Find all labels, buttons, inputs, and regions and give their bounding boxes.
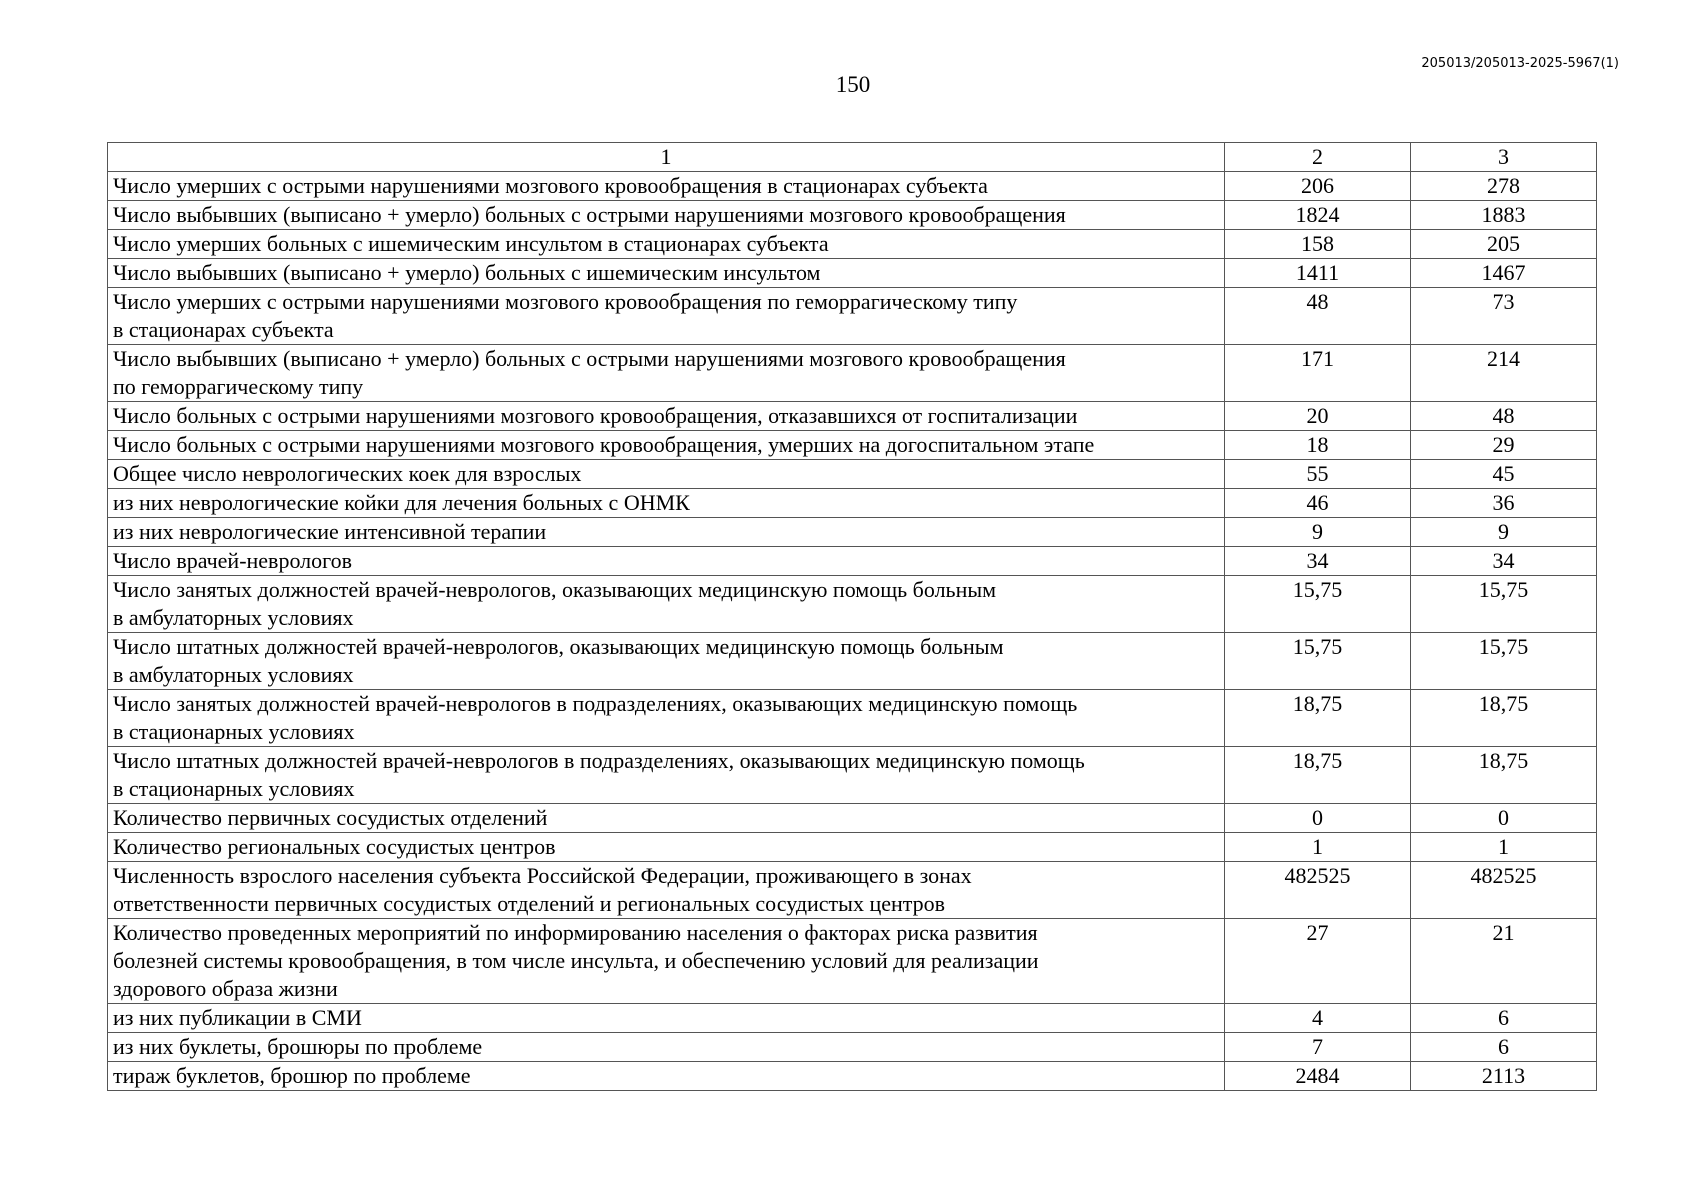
table-row [108,259,1597,288]
table-row [108,201,1597,230]
row-label: Число выбывших (выписано + умерло) больных с ишемическим инсультом [108,259,1225,288]
row-label: Число занятых должностей врачей-неврологов в подразделениях, оказывающих медицинскую помощь в стационарных условиях [108,690,1225,747]
row-value-col3: 1467 [1411,259,1597,288]
row-label: Количество первичных сосудистых отделений [108,804,1225,833]
row-label: Число умерших с острыми нарушениями мозгового кровообращения по геморрагическому типу в стационарах субъекта [108,288,1225,345]
row-label: Число больных с острыми нарушениями мозгового кровообращения, умерших на догоспитальном этапе [108,431,1225,460]
row-value-col3: 2113 [1411,1062,1597,1091]
row-label: Число штатных должностей врачей-неврологов, оказывающих медицинскую помощь больным в амбулаторных условиях [108,633,1225,690]
column-header-1: 1 [108,143,1225,172]
table-row [108,402,1597,431]
column-header-2: 2 [1225,143,1411,172]
row-value-col2: 27 [1225,919,1411,1004]
row-label: тираж буклетов, брошюр по проблеме [108,1062,1225,1091]
table-header-row [108,143,1597,172]
row-value-col2: 1824 [1225,201,1411,230]
row-value-col2: 18 [1225,431,1411,460]
row-value-col2: 9 [1225,518,1411,547]
table-row [108,489,1597,518]
row-value-col2: 1 [1225,833,1411,862]
row-value-col3: 21 [1411,919,1597,1004]
row-value-col3: 205 [1411,230,1597,259]
row-value-col2: 34 [1225,547,1411,576]
row-label: Число больных с острыми нарушениями мозгового кровообращения, отказавшихся от госпитализации [108,402,1225,431]
table-row [108,862,1597,919]
row-value-col3: 36 [1411,489,1597,518]
table-row [108,288,1597,345]
row-value-col3: 29 [1411,431,1597,460]
table-row [108,633,1597,690]
row-value-col2: 158 [1225,230,1411,259]
row-value-col2: 171 [1225,345,1411,402]
row-label: Число штатных должностей врачей-неврологов в подразделениях, оказывающих медицинскую помощь в стационарных условиях [108,747,1225,804]
row-value-col3: 278 [1411,172,1597,201]
page-number: 150 [835,72,871,97]
row-value-col2: 20 [1225,402,1411,431]
row-label: Число умерших больных с ишемическим инсультом в стационарах субъекта [108,230,1225,259]
row-value-col3: 0 [1411,804,1597,833]
table-row [108,833,1597,862]
row-value-col3: 18,75 [1411,747,1597,804]
row-label: Число выбывших (выписано + умерло) больных с острыми нарушениями мозгового кровообращения по геморрагическому типу [108,345,1225,402]
row-value-col3: 73 [1411,288,1597,345]
table-row [108,1033,1597,1062]
row-value-col3: 34 [1411,547,1597,576]
row-value-col2: 15,75 [1225,633,1411,690]
table-row [108,345,1597,402]
row-value-col3: 48 [1411,402,1597,431]
row-value-col3: 214 [1411,345,1597,402]
row-label: Количество региональных сосудистых центров [108,833,1225,862]
table-row [108,172,1597,201]
table-row [108,576,1597,633]
row-value-col2: 48 [1225,288,1411,345]
table-row [108,690,1597,747]
row-label: Численность взрослого населения субъекта Российской Федерации, проживающего в зонах ответственности первичных сосудистых отделений и региональных сосудистых центров [108,862,1225,919]
row-label: из них неврологические койки для лечения больных с ОНМК [108,489,1225,518]
table-row [108,547,1597,576]
table-row [108,919,1597,1004]
row-label: из них публикации в СМИ [108,1004,1225,1033]
row-value-col2: 2484 [1225,1062,1411,1091]
table-row [108,1004,1597,1033]
row-value-col3: 45 [1411,460,1597,489]
row-value-col3: 18,75 [1411,690,1597,747]
row-value-col3: 482525 [1411,862,1597,919]
row-value-col2: 1411 [1225,259,1411,288]
row-label: Количество проведенных мероприятий по информированию населения о факторах риска развития болезней системы кровообращения, в том числе инсульта, и обеспечению условий для реализации здорового образа жизни [108,919,1225,1004]
row-value-col3: 9 [1411,518,1597,547]
table-row [108,518,1597,547]
row-label: из них неврологические интенсивной терапии [108,518,1225,547]
table-row [108,804,1597,833]
row-label: Число занятых должностей врачей-неврологов, оказывающих медицинскую помощь больным в амбулаторных условиях [108,576,1225,633]
table-row [108,747,1597,804]
table-row [108,431,1597,460]
row-label: Общее число неврологических коек для взрослых [108,460,1225,489]
data-table [107,142,1597,1091]
row-value-col3: 15,75 [1411,576,1597,633]
row-value-col2: 482525 [1225,862,1411,919]
row-value-col2: 18,75 [1225,690,1411,747]
column-header-3: 3 [1411,143,1597,172]
row-value-col3: 1883 [1411,201,1597,230]
table-row [108,230,1597,259]
row-value-col2: 206 [1225,172,1411,201]
row-label: из них буклеты, брошюры по проблеме [108,1033,1225,1062]
row-value-col2: 18,75 [1225,747,1411,804]
document-id: 205013/205013-2025-5967(1) [1421,56,1619,71]
row-label: Число умерших с острыми нарушениями мозгового кровообращения в стационарах субъекта [108,172,1225,201]
row-label: Число выбывших (выписано + умерло) больных с острыми нарушениями мозгового кровообращения [108,201,1225,230]
table-row [108,1062,1597,1091]
row-value-col2: 46 [1225,489,1411,518]
row-value-col2: 55 [1225,460,1411,489]
row-value-col3: 1 [1411,833,1597,862]
row-value-col2: 0 [1225,804,1411,833]
row-value-col3: 6 [1411,1033,1597,1062]
row-value-col2: 15,75 [1225,576,1411,633]
row-value-col3: 6 [1411,1004,1597,1033]
row-value-col2: 4 [1225,1004,1411,1033]
row-value-col2: 7 [1225,1033,1411,1062]
row-label: Число врачей-неврологов [108,547,1225,576]
row-value-col3: 15,75 [1411,633,1597,690]
table-row [108,460,1597,489]
